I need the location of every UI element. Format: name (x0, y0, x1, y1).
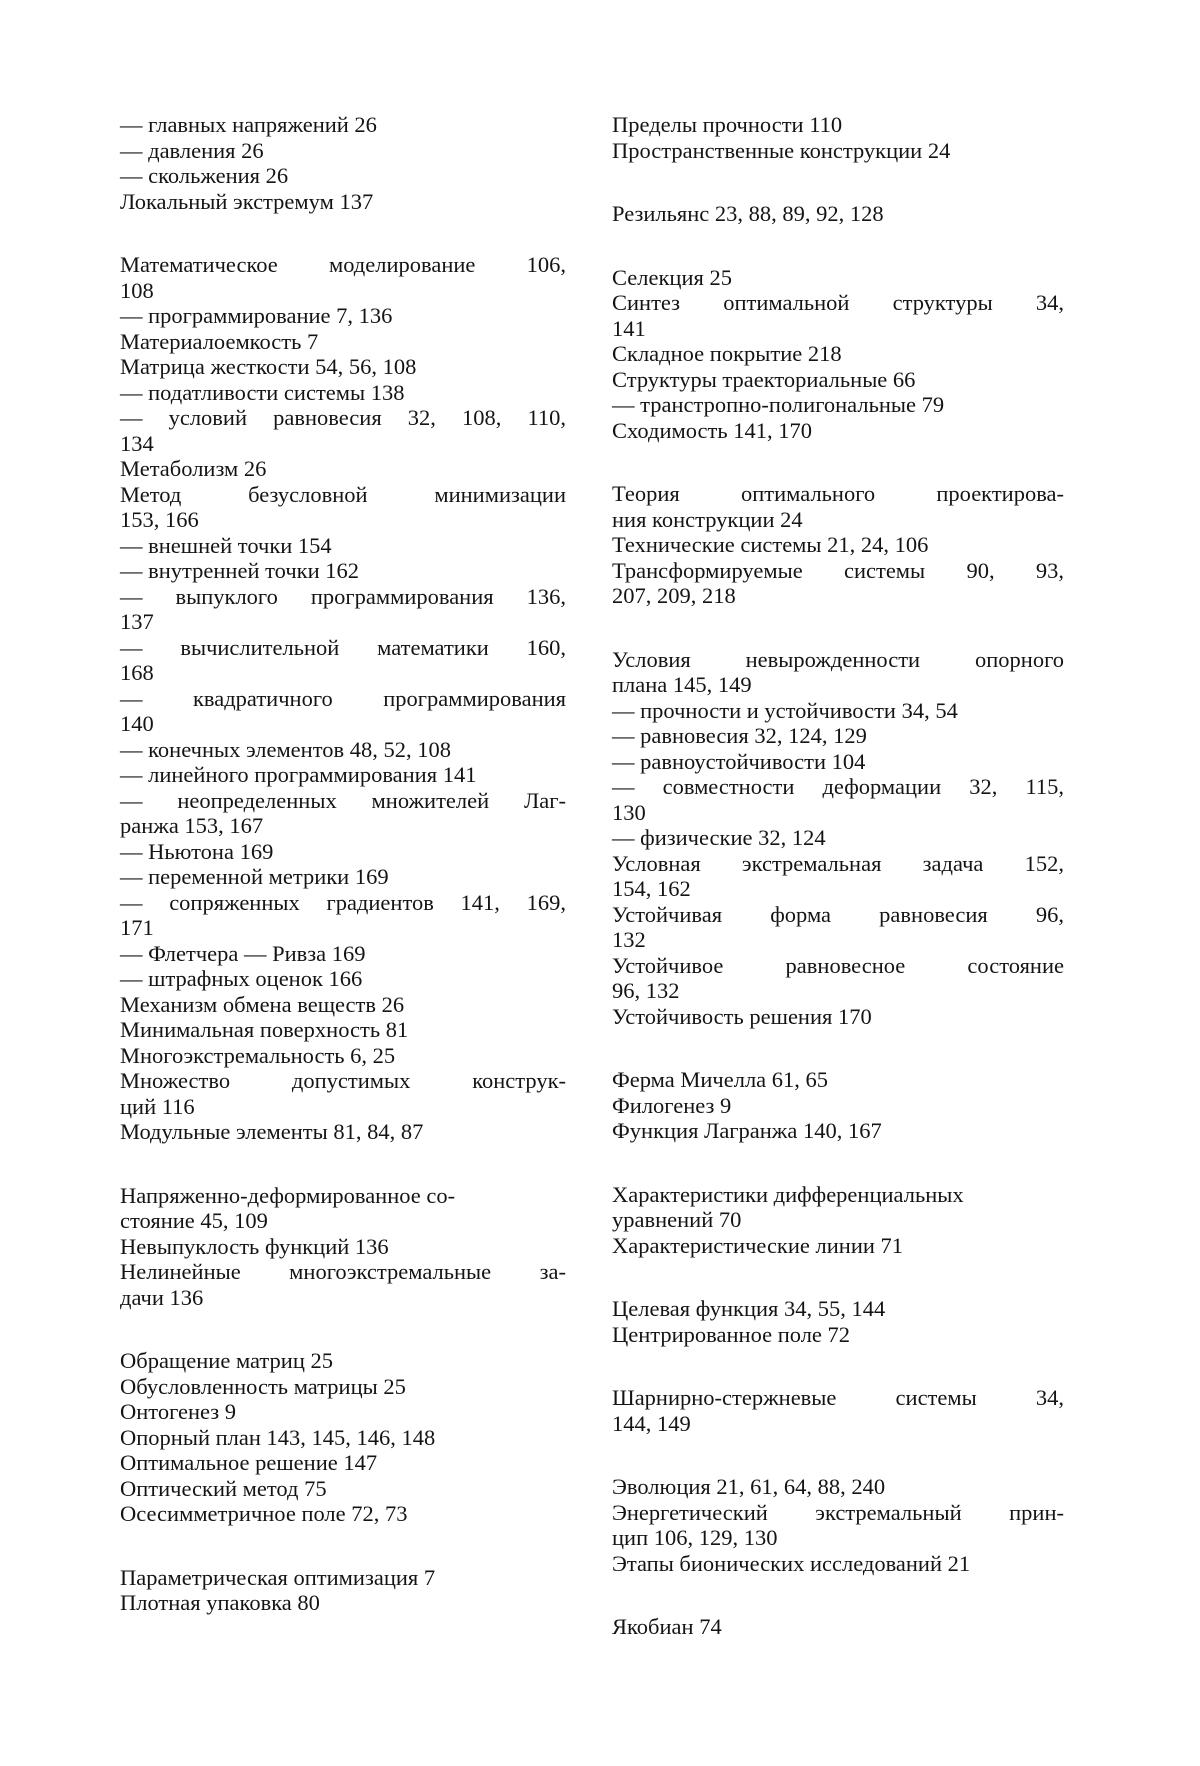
index-line: Структуры траекториальные 66 (612, 366, 916, 392)
index-line: Осесимметричное поле 72, 73 (120, 1501, 408, 1526)
index-line: — главных напряжений 26 (120, 112, 377, 137)
index-line: Устойчивая форма равновесия 96, (612, 901, 1064, 927)
index-line: — условий равновесия 32, 108, 110, (120, 405, 566, 430)
index-line: Складное покрытие 218 (612, 341, 842, 366)
section-gap (612, 1347, 1064, 1385)
index-line: Филогенез 9 (612, 1092, 732, 1118)
section-gap (612, 1258, 1064, 1296)
index-line: Ферма Мичелла 61, 65 (612, 1067, 829, 1092)
index-section (612, 201, 1064, 227)
index-line: 137 (120, 609, 154, 634)
section-gap (612, 609, 1064, 647)
index-line: Локальный экстремум 137 (120, 188, 374, 214)
index-section (120, 112, 566, 214)
index-section (612, 1474, 1064, 1576)
index-line: ций 116 (120, 1093, 195, 1119)
index-line: — физические 32, 124 (612, 825, 826, 850)
section-gap (612, 1144, 1064, 1182)
section-gap (120, 214, 566, 252)
index-line: — сопряженных градиентов 141, 169, (120, 889, 566, 915)
index-line: Множество допустимых конструк- (120, 1068, 566, 1093)
index-line: — равновесия 32, 124, 129 (612, 723, 867, 748)
section-gap (612, 1029, 1064, 1067)
index-line: 108 (120, 277, 154, 303)
index-line: Метаболизм 26 (120, 456, 267, 481)
index-line: Многоэкстремальность 6, 25 (120, 1042, 396, 1068)
index-line: Целевая функция 34, 55, 144 (612, 1296, 886, 1321)
index-line: — переменной метрики 169 (120, 864, 389, 889)
index-line: ранжа 153, 167 (120, 813, 264, 838)
index-section (612, 481, 1064, 609)
index-line: — скольжения 26 (120, 163, 289, 188)
index-line: Напряженно-деформированное со- (120, 1182, 456, 1208)
index-line: Этапы бионических исследований 21 (612, 1550, 971, 1576)
index-line: Устойчивое равновесное состояние (612, 952, 1064, 978)
index-line: Сходимость 141, 170 (612, 417, 812, 443)
index-section (120, 1183, 566, 1311)
index-line: Трансформируемые системы 90, 93, (612, 557, 1064, 583)
index-line: 171 (120, 915, 154, 940)
index-line: Энергетический экстремальный прин- (612, 1499, 1064, 1525)
index-line: Метод безусловной минимизации (120, 481, 566, 507)
index-section (612, 112, 1064, 163)
index-line: ния конструкции 24 (612, 506, 803, 532)
index-section (612, 1182, 1064, 1259)
index-line: Оптимальное решение 147 (120, 1450, 378, 1475)
index-section (120, 252, 566, 1145)
index-line: — штрафных оценок 166 (120, 966, 363, 991)
index-line: Шарнирно-стержневые системы 34, (612, 1385, 1064, 1410)
section-gap (120, 1527, 566, 1565)
section-gap (612, 1436, 1064, 1474)
index-line: 144, 149 (612, 1410, 691, 1436)
index-line: 134 (120, 430, 154, 456)
section-gap (612, 443, 1064, 481)
index-line: Условная экстремальная задача 152, (612, 850, 1064, 876)
index-line: Синтез оптимальной структуры 34, (612, 290, 1064, 315)
index-line: Устойчивость решения 170 (612, 1003, 872, 1029)
index-line: — вычислительной математики 160, (120, 634, 566, 660)
index-line: стояние 45, 109 (120, 1208, 268, 1233)
index-line: Селекция 25 (612, 264, 732, 290)
index-line: 96, 132 (612, 978, 680, 1003)
section-gap (612, 1576, 1064, 1614)
index-line: дачи 136 (120, 1284, 204, 1310)
index-line: 132 (612, 927, 646, 952)
section-gap (612, 163, 1064, 201)
index-line: Характеристики дифференциальных (612, 1181, 964, 1207)
section-gap (612, 227, 1064, 265)
index-line: — прочности и устойчивости 34, 54 (612, 697, 958, 723)
index-line: — внутренней точки 162 (120, 558, 359, 583)
index-line: — равноустойчивости 104 (612, 748, 866, 774)
index-line: Обусловленность матрицы 25 (120, 1373, 406, 1399)
index-section (120, 1565, 566, 1616)
index-section (612, 1385, 1064, 1436)
index-line: Нелинейные многоэкстремальные за- (120, 1259, 566, 1284)
index-line: Плотная упаковка 80 (120, 1590, 320, 1615)
index-line: — выпуклого программирования 136, (120, 583, 566, 609)
index-column-left (120, 112, 566, 1616)
index-line: Минимальная поверхность 81 (120, 1017, 409, 1042)
index-line: — Флетчера — Ривза 169 (120, 940, 366, 966)
index-line: Центрированное поле 72 (612, 1321, 851, 1347)
index-line: Теория оптимального проектирова- (612, 481, 1064, 506)
index-line: Эволюция 21, 61, 64, 88, 240 (612, 1474, 886, 1499)
index-line: — неопределенных множителей Лаг- (120, 787, 566, 813)
index-line: — квадратичного программирования (120, 685, 566, 711)
index-line: Якобиан 74 (612, 1614, 722, 1639)
index-section (612, 1296, 1064, 1347)
index-line: Математическое моделирование 106, (120, 252, 566, 277)
index-section (612, 1067, 1064, 1144)
index-line: — давления 26 (120, 137, 264, 163)
index-line: Механизм обмена веществ 26 (120, 991, 405, 1017)
index-line: Оптический метод 75 (120, 1475, 327, 1501)
index-section (612, 265, 1064, 444)
index-line: плана 145, 149 (612, 672, 752, 697)
index-section (612, 647, 1064, 1030)
index-line: Пространственные конструкции 24 (612, 137, 951, 163)
index-line: Обращение матриц 25 (120, 1348, 333, 1373)
index-line: уравнений 70 (612, 1207, 742, 1232)
index-line: Параметрическая оптимизация 7 (120, 1564, 436, 1590)
index-section (120, 1348, 566, 1527)
section-gap (120, 1310, 566, 1348)
index-line: — конечных элементов 48, 52, 108 (120, 736, 451, 762)
index-line: 154, 162 (612, 876, 691, 901)
index-line: — податливости системы 138 (120, 379, 405, 405)
index-line: — совместности деформации 32, 115, (612, 774, 1064, 799)
index-line: Технические системы 21, 24, 106 (612, 532, 929, 557)
index-section (612, 1614, 1064, 1640)
index-line: — транстропно-полигональные 79 (612, 392, 945, 417)
index-line: 141 (612, 315, 646, 341)
index-line: 168 (120, 660, 154, 685)
index-line: Матрица жесткости 54, 56, 108 (120, 354, 417, 379)
index-line: Характеристические линии 71 (612, 1232, 904, 1258)
index-line: 130 (612, 799, 646, 825)
index-line: Онтогенез 9 (120, 1399, 237, 1424)
index-line: Материалоемкость 7 (120, 328, 319, 354)
index-line: — внешней точки 154 (120, 532, 332, 558)
index-line: Резильянс 23, 88, 89, 92, 128 (612, 201, 884, 226)
section-gap (120, 1145, 566, 1183)
index-line: 153, 166 (120, 507, 199, 532)
index-line: — Ньютона 169 (120, 838, 274, 864)
index-line: 140 (120, 711, 154, 736)
index-line: Условия невырожденности опорного (612, 646, 1064, 672)
index-column-right (612, 112, 1064, 1640)
index-line: Пределы прочности 110 (612, 112, 843, 137)
index-line: цип 106, 129, 130 (612, 1525, 778, 1550)
index-line: Опорный план 143, 145, 146, 148 (120, 1424, 436, 1450)
index-line: — программирование 7, 136 (120, 303, 393, 328)
index-line: Модульные элементы 81, 84, 87 (120, 1119, 424, 1144)
index-line: Функция Лагранжа 140, 167 (612, 1118, 882, 1143)
index-line: 207, 209, 218 (612, 583, 736, 608)
index-line: — линейного программирования 141 (120, 762, 477, 787)
index-line: Невыпуклость функций 136 (120, 1233, 389, 1259)
